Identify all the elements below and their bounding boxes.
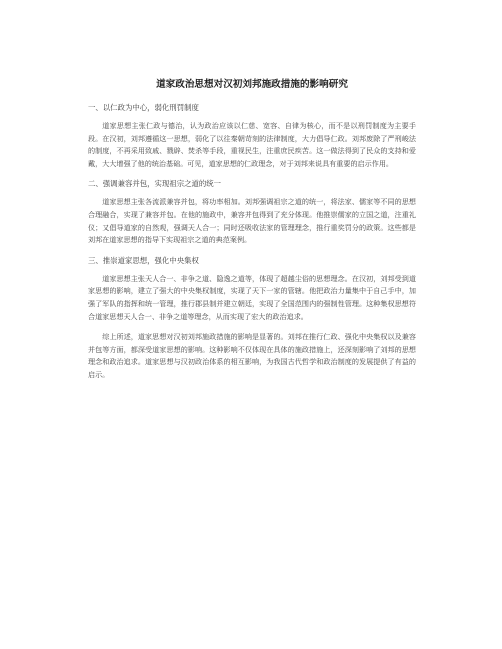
document-title: 道家政治思想对汉初刘邦施政措施的影响研究: [156, 79, 348, 90]
document-page: [88, 78, 416, 390]
section-1: [88, 102, 416, 170]
section-paragraph: 道家思想主张仁政与德治，认为政治应该以仁慈、宽容、自律为核心，而不是以刑罚制度为主要手段。在汉初，刘邦遵循这一思想，弱化了以往秦朝苛刻的法律制度，大力倡导仁政。刘邦废除了严刑峻法的制度，不再采用致戚、戮辟、焚杀等手段，重视民生，注重庶民疾苦。这一做法得到了民众的支持和爱戴，大大增强了他的统治基础。可见，道家思想的仁政理念，对于刘邦来说具有重要的启示作用。: [88, 121, 416, 168]
section-paragraph: 道家思想主张天人合一、非争之道、隐逸之道等，体现了超越尘俗的思想理念。在汉初，刘邦受到道家思想的影响，建立了强大的中央集权制度，实现了天下一家的管辖。他把政治力量集中于自己手中，加强了军队的指挥和统一管理，推行郡县制并建立朝廷，实现了全国范围内的强制性管理。这种集权思想符合道家思想天人合一、非争之道等理念，从而实现了宏大的政治追求。: [88, 273, 416, 321]
section-heading: 二、强调兼容并包，实现祖宗之道的统一: [88, 179, 222, 189]
section-paragraph: 道家思想主张各流派兼容并包，将功率相加。刘邦强调祖宗之道的统一，将法家、儒家等不同的思想合理融合，实现了兼容并包。在他的施政中，兼容并包得到了充分体现。他推崇儒家的立国之道，注重礼仪；又倡导道家的自然观，强调天人合一；同时还吸收法家的管理理念，推行重奖罚分的政策。这些都是刘邦在道家思想的指导下实现祖宗之道的典范案例。: [88, 197, 416, 245]
section-heading: 三、推崇道家思想，强化中央集权: [88, 255, 199, 265]
section-2: [88, 178, 416, 246]
section-heading: 一、以仁政为中心，弱化刑罚制度: [88, 103, 199, 112]
conclusion-paragraph: 综上所述，道家思想对汉初刘邦施政措施的影响是显著的。刘邦在推行仁政、强化中央集权以及兼容并包等方面，都深受道家思想的影响。这种影响不仅体现在具体的施政措施上，还深刻影响了刘邦的思想理念和政治追求。道家思想与汉初政治体系的相互影响，为我国古代哲学和政治制度的发展提供了有益的启示。: [88, 332, 416, 379]
section-3: [88, 255, 416, 323]
